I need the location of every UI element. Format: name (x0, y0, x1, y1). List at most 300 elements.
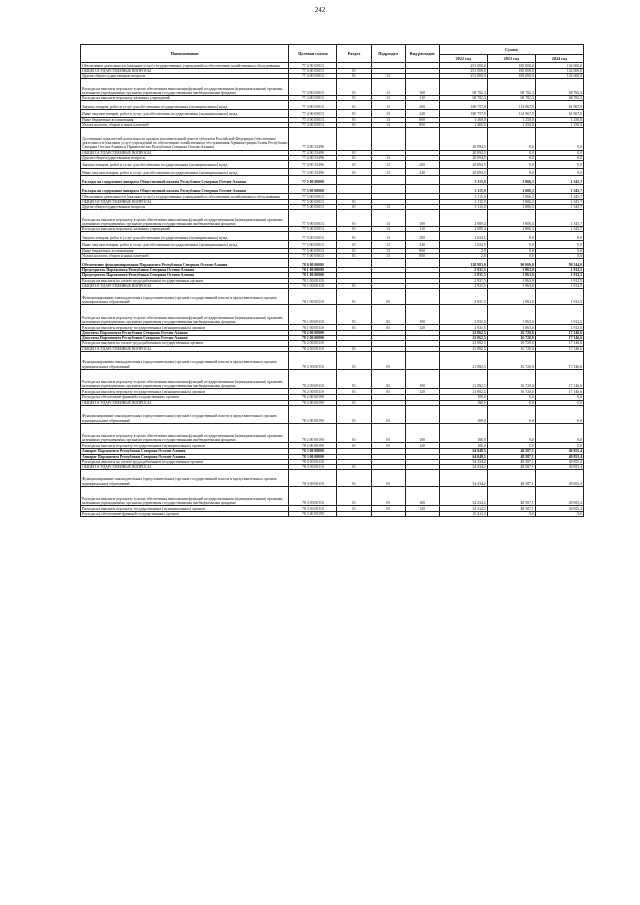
row-target-code: 77 5 00 05013 (289, 248, 337, 253)
table-row (81, 161, 584, 169)
row-sum-2023: 0,0 (487, 405, 535, 423)
row-sum-2023: 0,0 (487, 423, 535, 443)
row-name: ОБЩЕГОСУДАРСТВЕННЫЕ ВОПРОСЫ (81, 283, 289, 288)
row-expense-type: 240 (405, 168, 439, 176)
row-subsection: 13 (371, 101, 405, 110)
row-sum-2023: 0,0 (487, 168, 535, 176)
row-subsection: 13 (371, 226, 405, 231)
row-sum-2024: 0,0 (535, 168, 583, 176)
row-sum-2024: 1 912,5 (535, 324, 583, 330)
row-sum-2022: 2 089,4 (439, 226, 487, 231)
row-sum-2022: 20 894,5 (439, 161, 487, 169)
row-sum-2023: 0,0 (487, 128, 535, 151)
row-sum-2024: 0,0 (535, 443, 583, 449)
row-name: Закупка товаров, работ и услуг для обеспечения государственных (муниципальных) нужд (81, 101, 289, 110)
row-name: Депутаты Парламента Республики Северная Осетия-Алания (81, 336, 289, 341)
row-sum-2024: 0,0 (535, 241, 583, 249)
row-name: Иные бюджетные ассигнования (81, 117, 289, 122)
row-section: 01 (337, 423, 371, 443)
row-sum-2022: 21 882,5 (439, 351, 487, 369)
row-expense-type: 800 (405, 248, 439, 253)
row-sum-2023: 0,0 (487, 161, 535, 169)
row-name: Функционирование законодательных (представительных) органов государственной власти и представительных органов муниципальных образований (81, 405, 289, 423)
row-target-code: 77 4 00 05013 (289, 74, 337, 79)
row-sum-2024: 17 146,6 (535, 389, 583, 395)
row-section: 01 (337, 305, 371, 325)
row-expense-type: 100 (405, 369, 439, 389)
row-sum-2023: 16 720,0 (487, 369, 535, 389)
row-sum-2022: 20 894,5 (439, 150, 487, 155)
row-target-code: 78 2 00 00110 (289, 346, 337, 351)
table-row (81, 210, 584, 227)
table-row (81, 128, 584, 151)
row-sum-2023: 1 806,3 (487, 205, 535, 210)
row-sum-2022: 2 931,5 (439, 305, 487, 325)
row-section (337, 185, 371, 194)
row-sum-2022: 54 434,2 (439, 486, 487, 506)
row-subsection (371, 259, 405, 268)
row-target-code: 78 1 00 00110 (289, 324, 337, 330)
row-sum-2024: 49 855,4 (535, 486, 583, 506)
row-subsection: 13 (371, 248, 405, 253)
row-sum-2023: 48 587,1 (487, 454, 535, 459)
row-name: Председатель Парламента Республики Северная Осетия-Алания (81, 268, 289, 273)
row-section: 01 (337, 443, 371, 449)
row-section: 01 (337, 155, 371, 160)
row-sum-2024: 68 782,3 (535, 79, 583, 96)
row-expense-type: 100 (405, 305, 439, 325)
row-sum-2023: 0,0 (487, 395, 535, 400)
row-sum-2023: 96 000,0 (487, 259, 535, 268)
row-sum-2022: 54 434,2 (439, 459, 487, 464)
row-target-code: 77 5 00 05013 (289, 253, 337, 258)
row-expense-type: 200 (405, 232, 439, 241)
row-section: 01 (337, 288, 371, 305)
row-sum-2022: 1 024,5 (439, 241, 487, 249)
row-subsection: 03 (371, 324, 405, 330)
row-sum-2022: 1 460,0 (439, 117, 487, 122)
table-row (81, 486, 584, 506)
row-name: Иные закупки товаров, работ и услуг для обеспечения государственных (муниципальных) нужд (81, 241, 289, 249)
row-section (337, 176, 371, 185)
row-subsection: 13 (371, 110, 405, 118)
row-section: 01 (337, 465, 371, 470)
header-expense-type: Вид расходов (405, 45, 439, 63)
row-expense-type (405, 288, 439, 305)
row-section: 01 (337, 69, 371, 74)
row-subsection: 03 (371, 443, 405, 449)
row-sum-2024: 0,0 (535, 161, 583, 169)
header-2023: 2023 год (487, 55, 535, 63)
row-target-code: 77 4 00 55496 (289, 161, 337, 169)
row-expense-type (405, 470, 439, 487)
row-name: Расходы на обеспечение функций государственных органов (81, 395, 289, 400)
row-expense-type (405, 405, 439, 423)
row-subsection: 03 (371, 389, 405, 395)
table-row (81, 351, 584, 369)
row-name: Расходы на выплаты по оплате труда работников государственных органов (81, 341, 289, 346)
row-sum-2022: 2 931,5 (439, 268, 487, 273)
row-sum-2023: 114 967,9 (487, 101, 535, 110)
row-section (337, 512, 371, 517)
row-sum-2022: 64 848,5 (439, 454, 487, 459)
table-row (81, 369, 584, 389)
row-sum-2024: 0,0 (535, 128, 583, 151)
row-sum-2024: 1 345,7 (535, 185, 583, 194)
row-sum-2023: 0,0 (487, 232, 535, 241)
row-sum-2024: 17 146,6 (535, 330, 583, 335)
table-row (81, 512, 584, 517)
row-subsection: 13 (371, 79, 405, 96)
row-sum-2022: 251 000,0 (439, 74, 487, 79)
row-sum-2023: 68 782,3 (487, 95, 535, 100)
row-sum-2024: 0,0 (535, 405, 583, 423)
row-name: Обеспечение деятельности (оказание услуг) государственных учреждений по обеспечению хозяйственного обслуживания (81, 194, 289, 200)
row-target-code: 78 2 00 00110 (289, 369, 337, 389)
row-sum-2022: 2,0 (439, 253, 487, 258)
row-sum-2024: 49 855,4 (535, 459, 583, 464)
row-sum-2022: 2 931,5 (439, 324, 487, 330)
row-section: 01 (337, 232, 371, 241)
row-sum-2022: 2,0 (439, 248, 487, 253)
row-sum-2023: 0,0 (487, 512, 535, 517)
row-expense-type: 100 (405, 486, 439, 506)
row-sum-2023: 48 587,1 (487, 465, 535, 470)
row-expense-type: 200 (405, 161, 439, 169)
row-name: Расходы на выплаты персоналу в целях обеспечения выполнения функций государственными (муниципальными) органами, казенными учреждениями, органами управления государственными внебюджетными фондами (81, 423, 289, 443)
row-sum-2022: 20 894,5 (439, 128, 487, 151)
row-sum-2023: 48 587,1 (487, 459, 535, 464)
row-subsection: 13 (371, 122, 405, 127)
row-name: Закупка товаров, работ и услуг для обеспечения государственных (муниципальных) нужд (81, 161, 289, 169)
row-section: 01 (337, 253, 371, 258)
row-sum-2023: 1 863,0 (487, 268, 535, 273)
row-sum-2023: 1 863,0 (487, 324, 535, 330)
row-expense-type: 120 (405, 389, 439, 395)
row-name: Другие общегосударственные вопросы (81, 74, 289, 79)
row-target-code: 78 2 00 00110 (289, 351, 337, 369)
row-subsection: 13 (371, 74, 405, 79)
row-sum-2022: 21 882,5 (439, 369, 487, 389)
row-target-code: 78 3 00 00000 (289, 454, 337, 459)
table-row (81, 259, 584, 268)
row-section: 01 (337, 110, 371, 118)
row-sum-2022: 180,0 (439, 405, 487, 423)
row-name: Другие общегосударственные вопросы (81, 205, 289, 210)
row-target-code: 78 3 00 00110 (289, 459, 337, 464)
row-sum-2023: 1 863,0 (487, 288, 535, 305)
row-expense-type: 200 (405, 101, 439, 110)
row-name: Иные бюджетные ассигнования (81, 248, 289, 253)
header-2022: 2022 год (439, 55, 487, 63)
table-row (81, 176, 584, 185)
row-sum-2024: 1 345,7 (535, 210, 583, 227)
table-row (81, 288, 584, 305)
row-expense-type (405, 128, 439, 151)
row-subsection: 13 (371, 117, 405, 122)
row-target-code: 77 4 00 05013 (289, 63, 337, 69)
row-sum-2024: 1 912,5 (535, 278, 583, 283)
row-sum-2022: 180 757,9 (439, 101, 487, 110)
row-sum-2023: 16 720,0 (487, 336, 535, 341)
row-sum-2022: 251 000,0 (439, 63, 487, 69)
header-sum-group: Сумма (439, 45, 583, 55)
row-name: ОБЩЕГОСУДАРСТВЕННЫЕ ВОПРОСЫ (81, 465, 289, 470)
row-section: 01 (337, 95, 371, 100)
row-target-code: 77 4 00 55496 (289, 155, 337, 160)
row-expense-type (405, 512, 439, 517)
row-sum-2022: 180,0 (439, 395, 487, 400)
row-sum-2024: 49 855,4 (535, 465, 583, 470)
row-target-code: 78 3 00 00110 (289, 506, 337, 512)
row-target-code: 77 4 00 05013 (289, 110, 337, 118)
row-sum-2022: 128 883,0 (439, 259, 487, 268)
row-sum-2022: 3 115,9 (439, 205, 487, 210)
row-section: 01 (337, 369, 371, 389)
row-target-code: 77 5 00 00000 (289, 176, 337, 185)
row-target-code: 78 1 00 00000 (289, 268, 337, 273)
row-sum-2022: 3 115,9 (439, 185, 487, 194)
row-expense-type: 800 (405, 117, 439, 122)
row-sum-2022: 68 782,3 (439, 79, 487, 96)
row-name: Иные закупки товаров, работ и услуг для обеспечения государственных (муниципальных) нужд (81, 110, 289, 118)
row-sum-2024: 49 855,4 (535, 506, 583, 512)
row-name: Расходы на выплаты персоналу государственных (муниципальных) органов (81, 506, 289, 512)
row-sum-2023: 16 720,0 (487, 346, 535, 351)
row-sum-2024: 1 345,7 (535, 205, 583, 210)
row-target-code: 78 3 00 00110 (289, 486, 337, 506)
row-sum-2024: 0,0 (535, 400, 583, 405)
row-sum-2023: 0,0 (487, 155, 535, 160)
row-subsection: 03 (371, 470, 405, 487)
row-sum-2024: 1 345,7 (535, 226, 583, 231)
row-name: Функционирование законодательных (представительных) органов государственной власти и представительных органов муниципальных образований (81, 351, 289, 369)
row-name: Расходы на выплаты персоналу в целях обеспечения выполнения функций государственными (муниципальными) органами, казенными учреждениями, органами управления государственными внебюджетными фондами (81, 486, 289, 506)
row-sum-2023: 16 720,0 (487, 341, 535, 346)
row-sum-2024: 68 782,3 (535, 95, 583, 100)
row-subsection: 03 (371, 506, 405, 512)
row-subsection: 03 (371, 351, 405, 369)
row-expense-type: 120 (405, 443, 439, 449)
row-section: 01 (337, 389, 371, 395)
header-2024: 2024 год (535, 55, 583, 63)
row-expense-type: 120 (405, 324, 439, 330)
row-name: Иные закупки товаров, работ и услуг для обеспечения государственных (муниципальных) нужд (81, 168, 289, 176)
row-target-code: 78 1 00 00110 (289, 283, 337, 288)
row-target-code: 77 4 00 05013 (289, 101, 337, 110)
row-target-code: 77 5 00 05013 (289, 210, 337, 227)
row-target-code: 78 3 00 00000 (289, 449, 337, 454)
row-sum-2023: 1 863,0 (487, 278, 535, 283)
row-name: Председатель Парламента Республики Северная Осетия-Алания (81, 273, 289, 278)
row-target-code: 78 2 00 00190 (289, 443, 337, 449)
row-target-code: 77 4 00 55496 (289, 168, 337, 176)
row-expense-type: 120 (405, 506, 439, 512)
row-target-code: 77 4 00 05013 (289, 95, 337, 100)
row-section: 01 (337, 400, 371, 405)
row-section (337, 259, 371, 268)
row-sum-2022: 54 434,2 (439, 465, 487, 470)
row-expense-type (405, 176, 439, 185)
table-row (81, 185, 584, 194)
row-sum-2022: 2 931,5 (439, 278, 487, 283)
row-sum-2022: 2 931,5 (439, 288, 487, 305)
table-row (81, 241, 584, 249)
row-section: 01 (337, 470, 371, 487)
row-name: Расходы на выплаты персоналу казенных учреждений (81, 95, 289, 100)
row-sum-2024: 17 146,6 (535, 351, 583, 369)
row-target-code: 77 5 00 05013 (289, 205, 337, 210)
row-name: Расходы на содержание аппарата Общественной палаты Республики Северная Осетия-Алания (81, 176, 289, 185)
row-subsection (371, 176, 405, 185)
row-name: Уплата налогов, сборов и иных платежей (81, 122, 289, 127)
row-target-code: 78 1 00 00110 (289, 305, 337, 325)
row-sum-2024: 61 967,9 (535, 101, 583, 110)
row-sum-2022: 68 782,3 (439, 95, 487, 100)
row-name: Функционирование законодательных (представительных) органов государственной власти и представительных органов муниципальных образований (81, 470, 289, 487)
row-sum-2024: 1 345,7 (535, 176, 583, 185)
row-name: Расходы на выплаты персоналу казенных учреждений (81, 226, 289, 231)
header-name: Наименование (81, 45, 289, 63)
row-sum-2023: 1 806,3 (487, 210, 535, 227)
row-sum-2024: 132 000,0 (535, 63, 583, 69)
row-section: 01 (337, 122, 371, 127)
row-sum-2024: 0,0 (535, 232, 583, 241)
row-expense-type: 100 (405, 79, 439, 96)
row-sum-2024: 49 855,4 (535, 470, 583, 487)
row-subsection (371, 128, 405, 151)
row-subsection: 03 (371, 486, 405, 506)
row-target-code: 78 2 00 00000 (289, 336, 337, 341)
row-name: Уплата налогов, сборов и иных платежей (81, 253, 289, 258)
row-subsection: 13 (371, 253, 405, 258)
row-target-code: 77 5 00 05013 (289, 232, 337, 241)
row-expense-type: 240 (405, 110, 439, 118)
row-sum-2022: 3 115,9 (439, 176, 487, 185)
row-sum-2023: 0,0 (487, 443, 535, 449)
row-sum-2024: 1 250,0 (535, 117, 583, 122)
row-sum-2024: 0,0 (535, 395, 583, 400)
row-name: Закупка товаров, работ и услуг для обеспечения государственных (муниципальных) нужд (81, 232, 289, 241)
row-target-code: 78 2 00 00190 (289, 395, 337, 400)
row-sum-2022: 3 115,9 (439, 194, 487, 200)
row-name: Расходы на выплаты персоналу государственных (муниципальных) органов (81, 324, 289, 330)
row-sum-2024: 0,0 (535, 248, 583, 253)
row-sum-2022: 64 848,5 (439, 449, 487, 454)
header-code: Целевая статья (289, 45, 337, 63)
row-sum-2022: 54 434,2 (439, 470, 487, 487)
row-sum-2022: 180 757,9 (439, 110, 487, 118)
row-target-code: 78 2 00 00110 (289, 389, 337, 395)
row-name: Расходы на выплаты персоналу в целях обеспечения выполнения функций государственными (муниципальными) органами, казенными учреждениями, органами управления государственными внебюджетными фондами (81, 79, 289, 96)
row-sum-2023: 48 587,1 (487, 470, 535, 487)
row-expense-type: 100 (405, 423, 439, 443)
table-row (81, 470, 584, 487)
row-sum-2022: 1 460,0 (439, 122, 487, 127)
row-expense-type: 850 (405, 253, 439, 258)
row-name: ОБЩЕГОСУДАРСТВЕННЫЕ ВОПРОСЫ (81, 400, 289, 405)
row-sum-2024: 17 146,6 (535, 346, 583, 351)
table-row (81, 79, 584, 96)
row-sum-2022: 22 062,5 (439, 330, 487, 335)
row-name: Обеспечение функционирования Парламента Республики Северная Осетия-Алания (81, 259, 289, 268)
row-sum-2023: 48 587,1 (487, 486, 535, 506)
row-section: 01 (337, 79, 371, 96)
row-sum-2024: 0,0 (535, 423, 583, 443)
row-sum-2022: 1 024,5 (439, 232, 487, 241)
row-section: 01 (337, 248, 371, 253)
row-name: Расходы на обеспечение функций государственных органов (81, 512, 289, 517)
row-name: Расходы на выплаты по оплате труда работников государственных органов (81, 278, 289, 283)
row-target-code: 77 4 00 05013 (289, 69, 337, 74)
row-subsection: 03 (371, 305, 405, 325)
row-subsection: 03 (371, 288, 405, 305)
row-expense-type (405, 185, 439, 194)
row-sum-2024: 99 344,0 (535, 259, 583, 268)
row-sum-2024: 49 855,4 (535, 449, 583, 454)
row-section: 01 (337, 283, 371, 288)
row-target-code: 77 4 00 55496 (289, 150, 337, 155)
row-section: 01 (337, 74, 371, 79)
row-expense-type: 110 (405, 226, 439, 231)
row-sum-2023: 48 587,1 (487, 449, 535, 454)
row-sum-2022: 21 882,5 (439, 341, 487, 346)
row-expense-type (405, 259, 439, 268)
row-section: 01 (337, 351, 371, 369)
row-name: Обеспечение деятельности (оказание услуг) государственных учреждений по обеспечению хозяйственного обслуживания (81, 63, 289, 69)
row-target-code: 78 2 00 00110 (289, 341, 337, 346)
row-name: ОБЩЕГОСУДАРСТВЕННЫЕ ВОПРОСЫ (81, 69, 289, 74)
row-target-code: 78 1 00 00000 (289, 273, 337, 278)
row-sum-2022: 3 115,9 (439, 200, 487, 205)
row-sum-2023: 1 806,3 (487, 185, 535, 194)
row-subsection: 13 (371, 232, 405, 241)
row-sum-2024: 1 912,5 (535, 283, 583, 288)
row-section: 01 (337, 226, 371, 231)
row-sum-2023: 0,0 (487, 241, 535, 249)
row-target-code: 77 5 00 05013 (289, 241, 337, 249)
row-section: 01 (337, 506, 371, 512)
row-sum-2022: 2 931,5 (439, 273, 487, 278)
row-target-code: 78 3 00 00190 (289, 512, 337, 517)
row-sum-2024: 0,0 (535, 253, 583, 258)
table-row (81, 423, 584, 443)
row-sum-2022: 180,0 (439, 400, 487, 405)
row-name: Расходы на выплаты персоналу государственных (муниципальных) органов (81, 389, 289, 395)
row-sum-2022: 180,0 (439, 443, 487, 449)
row-section: 01 (337, 101, 371, 110)
row-section (337, 128, 371, 151)
row-subsection: 03 (371, 423, 405, 443)
row-name: Расходы на выплаты персоналу в целях обеспечения выполнения функций государственными (муниципальными) органами, казенными учреждениями, органами управления государственными внебюджетными фондами (81, 305, 289, 325)
row-target-code: 77 5 00 05013 (289, 194, 337, 200)
row-subsection: 13 (371, 210, 405, 227)
row-name: Аппарат Парламента Республики Северная Осетия-Алания (81, 449, 289, 454)
row-sum-2022: 20 894,5 (439, 155, 487, 160)
row-sum-2022: 54 434,2 (439, 506, 487, 512)
row-expense-type: 110 (405, 95, 439, 100)
row-name: Расходы на выплаты персоналу в целях обеспечения выполнения функций государственными (муниципальными) органами, казенными учреждениями, органами управления государственными внебюджетными фондами (81, 369, 289, 389)
header-section: Раздел (337, 45, 371, 63)
row-section: 01 (337, 205, 371, 210)
row-sum-2022: 10 414,3 (439, 512, 487, 517)
table-row (81, 101, 584, 110)
row-sum-2023: 1 806,3 (487, 200, 535, 205)
row-name: ОБЩЕГОСУДАРСТВЕННЫЕ ВОПРОСЫ (81, 346, 289, 351)
row-name: Другие общегосударственные вопросы (81, 155, 289, 160)
row-name: Расходы на выплаты персоналу государственных (муниципальных) органов (81, 443, 289, 449)
row-sum-2022: 21 882,5 (439, 389, 487, 395)
